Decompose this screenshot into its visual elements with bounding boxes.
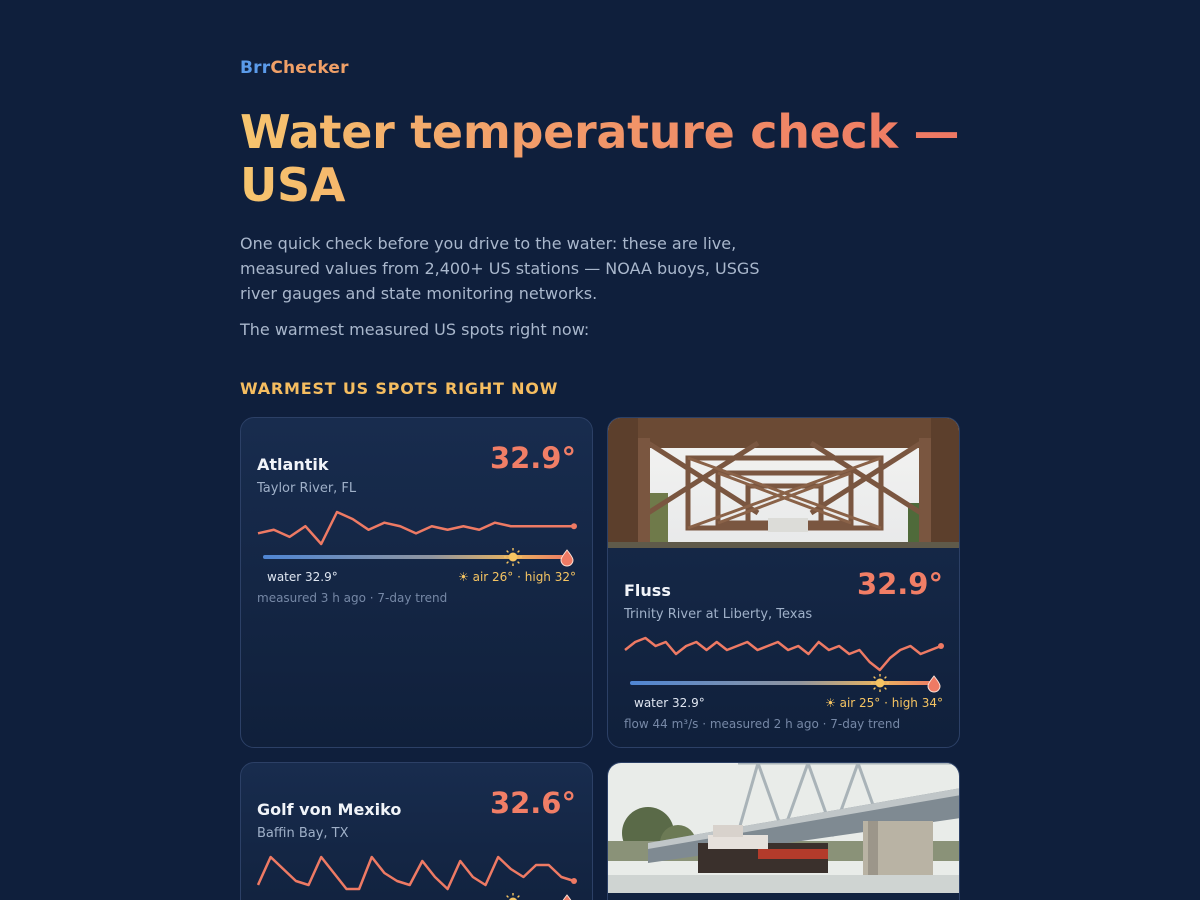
- spot-card[interactable]: [240, 417, 593, 748]
- spot-temperature: 32.9°: [856, 567, 943, 601]
- spot-location: Trinity River at Liberty, Texas: [624, 607, 813, 622]
- brand-logo[interactable]: [240, 58, 349, 78]
- trend-endpoint: [571, 878, 577, 884]
- gauge-bar: [630, 681, 936, 685]
- water-temp-label: water 32.9°: [634, 696, 705, 710]
- water-drop-icon: [928, 676, 940, 692]
- spot-card[interactable]: [240, 762, 593, 900]
- spot-temperature: 32.6°: [489, 786, 576, 820]
- spot-location: Taylor River, FL: [257, 481, 357, 496]
- spot-name: Fluss: [624, 581, 671, 600]
- water-drop-icon: [561, 550, 573, 566]
- spot-name: Golf von Mexiko: [257, 800, 402, 819]
- temperature-gauge: [257, 892, 577, 900]
- intro-subtext: The warmest measured US spots right now:: [240, 320, 590, 339]
- spot-card[interactable]: [607, 417, 960, 748]
- trend-line: [258, 512, 574, 544]
- temperature-gauge: [257, 547, 577, 567]
- intro-text: One quick check before you drive to the water: these are live, measured values from 2,400+ US stations — NOAA buoys, USGS river gauges and state monitoring networks.: [240, 234, 760, 303]
- section-title: WARMEST US SPOTS RIGHT NOW: [240, 379, 559, 398]
- page-title: Water temperature check — USA: [240, 105, 960, 212]
- air-temp-label: ☀ air 26° · high 32°: [458, 570, 576, 584]
- brand-part-2: Checker: [270, 58, 349, 78]
- temperature-gauge: [624, 673, 944, 693]
- trend-line: [258, 857, 574, 889]
- trend-sparkline: [624, 632, 944, 672]
- trend-endpoint: [938, 643, 944, 649]
- trend-sparkline: [257, 506, 577, 546]
- measurement-meta: flow 44 m³/s · measured 2 h ago · 7-day trend: [624, 717, 901, 731]
- trend-sparkline: [257, 851, 577, 891]
- spot-name: Atlantik: [257, 455, 329, 474]
- spot-photo: [608, 418, 960, 548]
- brand-part-1: Brr: [240, 58, 271, 78]
- spot-location: Baffin Bay, TX: [257, 826, 349, 841]
- spot-temperature: 32.9°: [489, 441, 576, 475]
- swing-bridge-image: [608, 763, 960, 893]
- gauge-bar: [263, 555, 569, 559]
- spot-photo: [608, 763, 960, 893]
- bridge-truss-image: [608, 418, 960, 548]
- air-temp-label: ☀ air 25° · high 34°: [825, 696, 943, 710]
- sun-icon: [504, 893, 522, 900]
- spot-card[interactable]: [607, 762, 960, 900]
- trend-endpoint: [571, 523, 577, 529]
- measurement-meta: measured 3 h ago · 7-day trend: [257, 591, 448, 605]
- water-drop-icon: [561, 895, 573, 900]
- water-temp-label: water 32.9°: [267, 570, 338, 584]
- trend-line: [625, 638, 941, 670]
